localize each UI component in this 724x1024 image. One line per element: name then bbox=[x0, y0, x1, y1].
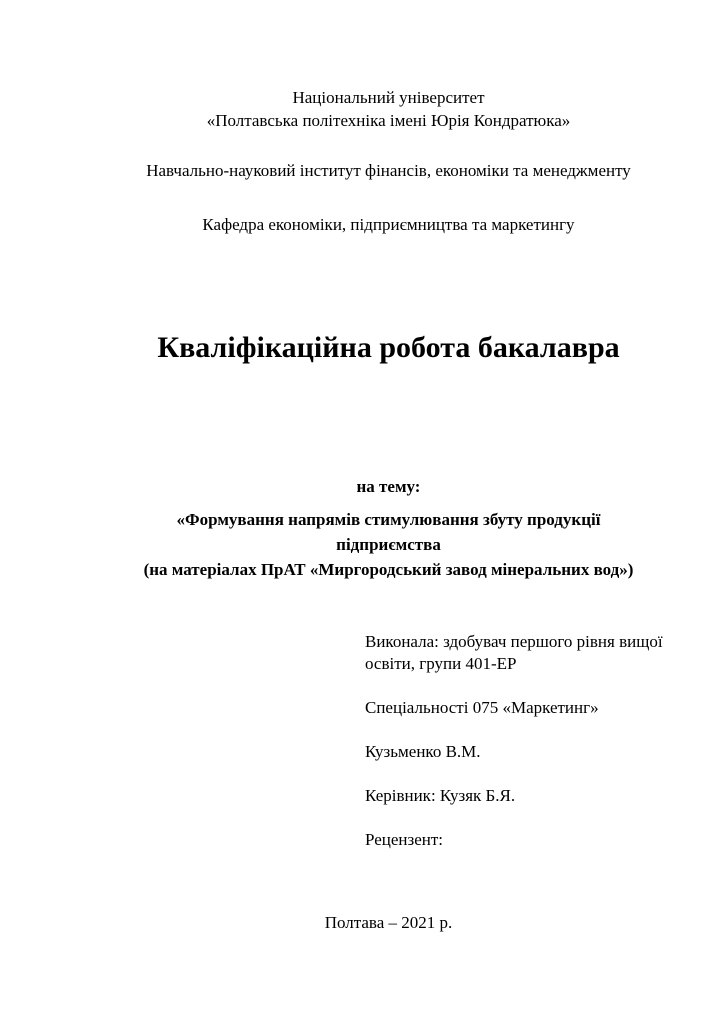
university-name bbox=[103, 86, 674, 132]
theme-title-line2: підприємства bbox=[336, 535, 441, 554]
theme-title bbox=[103, 507, 674, 582]
work-title: Кваліфікаційна робота бакалавра bbox=[157, 331, 620, 364]
credits-block bbox=[365, 631, 687, 873]
institute-name: Навчально-науковий інститут фінансів, економіки та менеджменту bbox=[146, 161, 631, 180]
footer-city-year: Полтава – 2021 р. bbox=[324, 913, 453, 932]
performer-info bbox=[365, 631, 687, 675]
performer-line1: Виконала: здобувач першого рівня вищої bbox=[365, 632, 663, 651]
theme-label: на тему: bbox=[356, 477, 421, 496]
author-name: Кузьменко В.М. bbox=[365, 742, 481, 761]
reviewer-label: Рецензент: bbox=[365, 830, 444, 849]
university-name-line2: «Полтавська політехніка імені Юрія Кондратюка» bbox=[206, 111, 571, 130]
specialty-info: Спеціальності 075 «Маркетинг» bbox=[365, 698, 599, 717]
department-name: Кафедра економіки, підприємництва та маркетингу bbox=[202, 215, 575, 234]
theme-title-line3: (на матеріалах ПрАТ «Миргородський завод мінеральних вод») bbox=[143, 560, 634, 579]
university-name-line1: Національний університет bbox=[292, 88, 485, 107]
theme-title-line1: «Формування напрямів стимулювання збуту продукції bbox=[176, 510, 601, 529]
performer-line2: освіти, групи 401-ЕР bbox=[365, 654, 517, 673]
supervisor-name: Керівник: Кузяк Б.Я. bbox=[365, 786, 516, 805]
